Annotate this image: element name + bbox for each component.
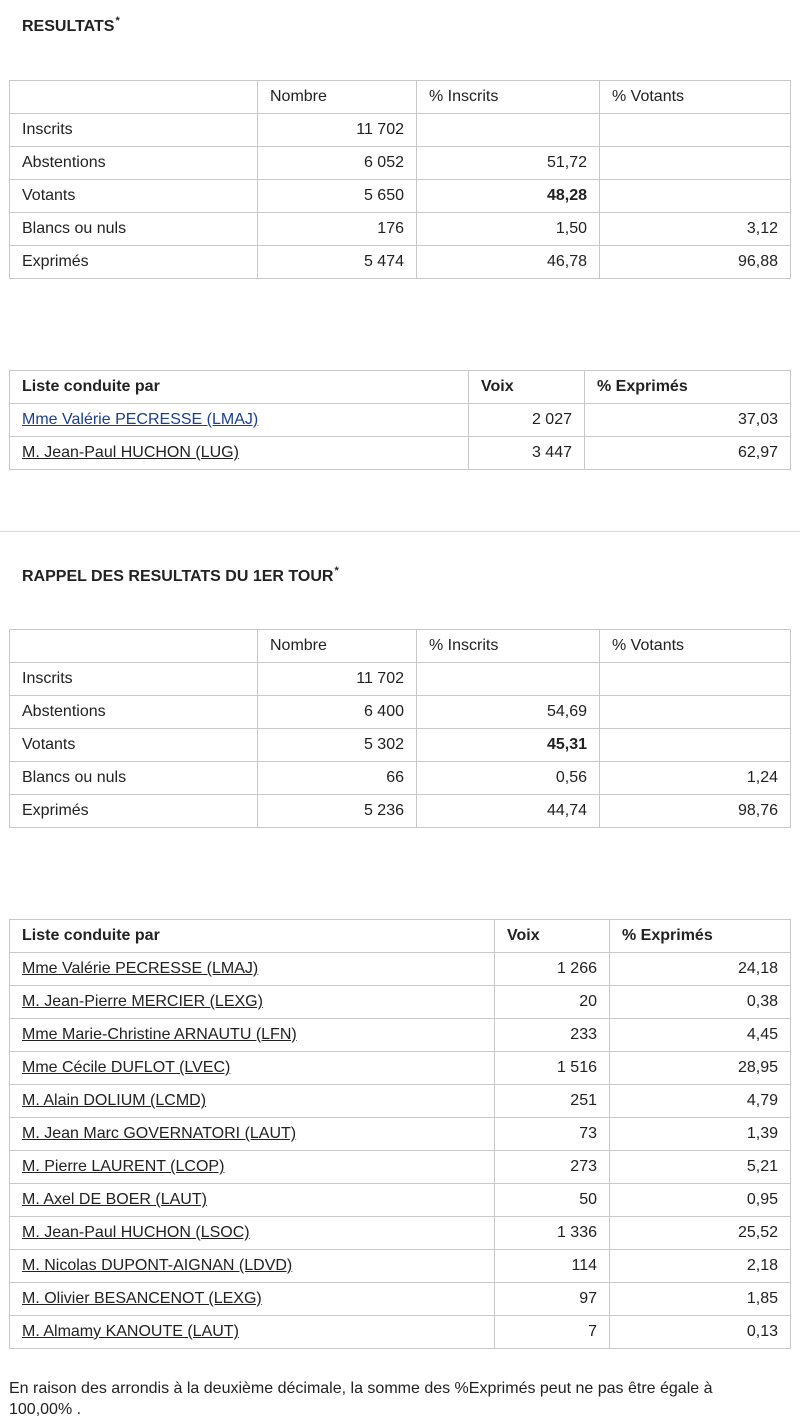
- candidate-link[interactable]: M. Jean-Pierre MERCIER (LEXG): [22, 993, 263, 1010]
- candidate-link[interactable]: M. Jean Marc GOVERNATORI (LAUT): [22, 1125, 297, 1142]
- column-header: Nombre: [258, 81, 417, 114]
- votes-cell: 251: [495, 1085, 610, 1118]
- candidate-link[interactable]: Mme Valérie PECRESSE (LMAJ): [22, 411, 259, 428]
- column-header: % Votants: [600, 81, 791, 114]
- asterisk: *: [334, 565, 339, 577]
- column-header: Liste conduite par: [10, 371, 469, 404]
- table-row: [10, 147, 791, 180]
- candidate-cell: [10, 1217, 495, 1250]
- candidate-cell: [10, 1052, 495, 1085]
- row-label: Votants: [10, 180, 258, 213]
- value-cell: 44,74: [417, 795, 600, 828]
- candidate-cell: [10, 1151, 495, 1184]
- percent-cell: 62,97: [585, 437, 791, 470]
- percent-cell: 37,03: [585, 404, 791, 437]
- table-row: [10, 729, 791, 762]
- column-header: Voix: [469, 371, 585, 404]
- candidate-cell: [10, 437, 469, 470]
- asterisk: *: [115, 15, 120, 27]
- votes-cell: 7: [495, 1316, 610, 1349]
- value-cell: 1,50: [417, 213, 600, 246]
- candidate-cell: [10, 1118, 495, 1151]
- value-cell: [600, 663, 791, 696]
- candidate-cell: [10, 404, 469, 437]
- value-cell: [417, 663, 600, 696]
- value-cell: 54,69: [417, 696, 600, 729]
- value-cell: 5 474: [258, 246, 417, 279]
- value-cell: 51,72: [417, 147, 600, 180]
- value-cell: 66: [258, 762, 417, 795]
- table-row: [10, 1052, 791, 1085]
- column-header: Liste conduite par: [10, 920, 495, 953]
- column-header: % Exprimés: [610, 920, 791, 953]
- table-row: [10, 1085, 791, 1118]
- candidate-link[interactable]: M. Jean-Paul HUCHON (LUG): [22, 444, 239, 461]
- votes-cell: 114: [495, 1250, 610, 1283]
- percent-cell: 0,95: [610, 1184, 791, 1217]
- table-row: [10, 246, 791, 279]
- candidate-link[interactable]: M. Olivier BESANCENOT (LEXG): [22, 1290, 262, 1307]
- percent-cell: 28,95: [610, 1052, 791, 1085]
- candidate-cell: [10, 986, 495, 1019]
- table-header-row: [10, 371, 791, 404]
- table-row: [10, 180, 791, 213]
- table-row: [10, 1217, 791, 1250]
- value-cell: 176: [258, 213, 417, 246]
- round2-lists-table: [9, 370, 791, 470]
- column-header: % Votants: [600, 630, 791, 663]
- row-label: Exprimés: [10, 795, 258, 828]
- table-row: [10, 1316, 791, 1349]
- table-header-row: [10, 81, 791, 114]
- column-header: [10, 630, 258, 663]
- value-cell: 1,24: [600, 762, 791, 795]
- table-row: [10, 213, 791, 246]
- votes-cell: 273: [495, 1151, 610, 1184]
- votes-cell: 2 027: [469, 404, 585, 437]
- table-row: [10, 114, 791, 147]
- table-row: [10, 1019, 791, 1052]
- candidate-link[interactable]: M. Jean-Paul HUCHON (LSOC): [22, 1224, 250, 1241]
- table-row: [10, 1184, 791, 1217]
- percent-cell: 24,18: [610, 953, 791, 986]
- table-row: [10, 762, 791, 795]
- candidate-cell: [10, 1085, 495, 1118]
- value-cell: 46,78: [417, 246, 600, 279]
- value-cell: 11 702: [258, 114, 417, 147]
- table-row: [10, 795, 791, 828]
- candidate-link[interactable]: Mme Marie-Christine ARNAUTU (LFN): [22, 1026, 297, 1043]
- value-cell: 98,76: [600, 795, 791, 828]
- row-label: Blancs ou nuls: [10, 762, 258, 795]
- value-cell: 5 302: [258, 729, 417, 762]
- value-cell: 5 650: [258, 180, 417, 213]
- row-label: Abstentions: [10, 147, 258, 180]
- results-heading: RESULTATS*: [22, 15, 120, 35]
- table-header-row: [10, 920, 791, 953]
- value-cell: 3,12: [600, 213, 791, 246]
- percent-cell: 5,21: [610, 1151, 791, 1184]
- rounding-footnote: En raison des arrondis à la deuxième décimale, la somme des %Exprimés peut ne pas être égale à 100,00% .: [9, 1380, 713, 1418]
- candidate-cell: [10, 1250, 495, 1283]
- row-label: Inscrits: [10, 663, 258, 696]
- votes-cell: 3 447: [469, 437, 585, 470]
- votes-cell: 1 266: [495, 953, 610, 986]
- row-label: Exprimés: [10, 246, 258, 279]
- votes-cell: 73: [495, 1118, 610, 1151]
- row-label: Votants: [10, 729, 258, 762]
- value-cell: 96,88: [600, 246, 791, 279]
- column-header: Nombre: [258, 630, 417, 663]
- candidate-link[interactable]: M. Alain DOLIUM (LCMD): [22, 1092, 207, 1109]
- votes-cell: 1 516: [495, 1052, 610, 1085]
- table-row: [10, 696, 791, 729]
- table-header-row: [10, 630, 791, 663]
- value-cell: [600, 696, 791, 729]
- value-cell: 45,31: [417, 729, 600, 762]
- percent-cell: 25,52: [610, 1217, 791, 1250]
- votes-cell: 50: [495, 1184, 610, 1217]
- table-row: [10, 1283, 791, 1316]
- votes-cell: 233: [495, 1019, 610, 1052]
- value-cell: 6 400: [258, 696, 417, 729]
- round1-summary-table: [9, 629, 791, 828]
- percent-cell: 1,39: [610, 1118, 791, 1151]
- percent-cell: 1,85: [610, 1283, 791, 1316]
- row-label: Inscrits: [10, 114, 258, 147]
- candidate-link[interactable]: Mme Valérie PECRESSE (LMAJ): [22, 960, 259, 977]
- value-cell: [600, 180, 791, 213]
- round2-summary-table: [9, 80, 791, 279]
- candidate-cell: [10, 1184, 495, 1217]
- percent-cell: 2,18: [610, 1250, 791, 1283]
- candidate-link[interactable]: Mme Cécile DUFLOT (LVEC): [22, 1059, 231, 1076]
- value-cell: [600, 114, 791, 147]
- votes-cell: 20: [495, 986, 610, 1019]
- percent-cell: 4,79: [610, 1085, 791, 1118]
- row-label: Blancs ou nuls: [10, 213, 258, 246]
- column-header: % Exprimés: [585, 371, 791, 404]
- candidate-cell: [10, 1316, 495, 1349]
- candidate-link[interactable]: M. Axel DE BOER (LAUT): [22, 1191, 207, 1208]
- percent-cell: 0,13: [610, 1316, 791, 1349]
- row-label: Abstentions: [10, 696, 258, 729]
- table-row: [10, 437, 791, 470]
- value-cell: 0,56: [417, 762, 600, 795]
- value-cell: 48,28: [417, 180, 600, 213]
- table-row: [10, 1151, 791, 1184]
- column-header: % Inscrits: [417, 630, 600, 663]
- percent-cell: 0,38: [610, 986, 791, 1019]
- round1-lists-table: [9, 919, 791, 1349]
- table-row: [10, 1250, 791, 1283]
- table-row: [10, 1118, 791, 1151]
- candidate-link[interactable]: M. Almamy KANOUTE (LAUT): [22, 1323, 239, 1340]
- candidate-link[interactable]: M. Nicolas DUPONT-AIGNAN (LDVD): [22, 1257, 293, 1274]
- candidate-cell: [10, 1283, 495, 1316]
- column-header: [10, 81, 258, 114]
- percent-cell: 4,45: [610, 1019, 791, 1052]
- candidate-link[interactable]: M. Pierre LAURENT (LCOP): [22, 1158, 225, 1175]
- table-row: [10, 953, 791, 986]
- value-cell: [600, 147, 791, 180]
- section-divider: [0, 531, 800, 532]
- table-row: [10, 986, 791, 1019]
- value-cell: [417, 114, 600, 147]
- table-row: [10, 663, 791, 696]
- votes-cell: 1 336: [495, 1217, 610, 1250]
- column-header: Voix: [495, 920, 610, 953]
- candidate-cell: [10, 1019, 495, 1052]
- value-cell: 6 052: [258, 147, 417, 180]
- value-cell: [600, 729, 791, 762]
- value-cell: 11 702: [258, 663, 417, 696]
- table-row: [10, 404, 791, 437]
- votes-cell: 97: [495, 1283, 610, 1316]
- candidate-cell: [10, 953, 495, 986]
- round1-heading: RAPPEL DES RESULTATS DU 1ER TOUR*: [22, 565, 339, 585]
- value-cell: 5 236: [258, 795, 417, 828]
- column-header: % Inscrits: [417, 81, 600, 114]
